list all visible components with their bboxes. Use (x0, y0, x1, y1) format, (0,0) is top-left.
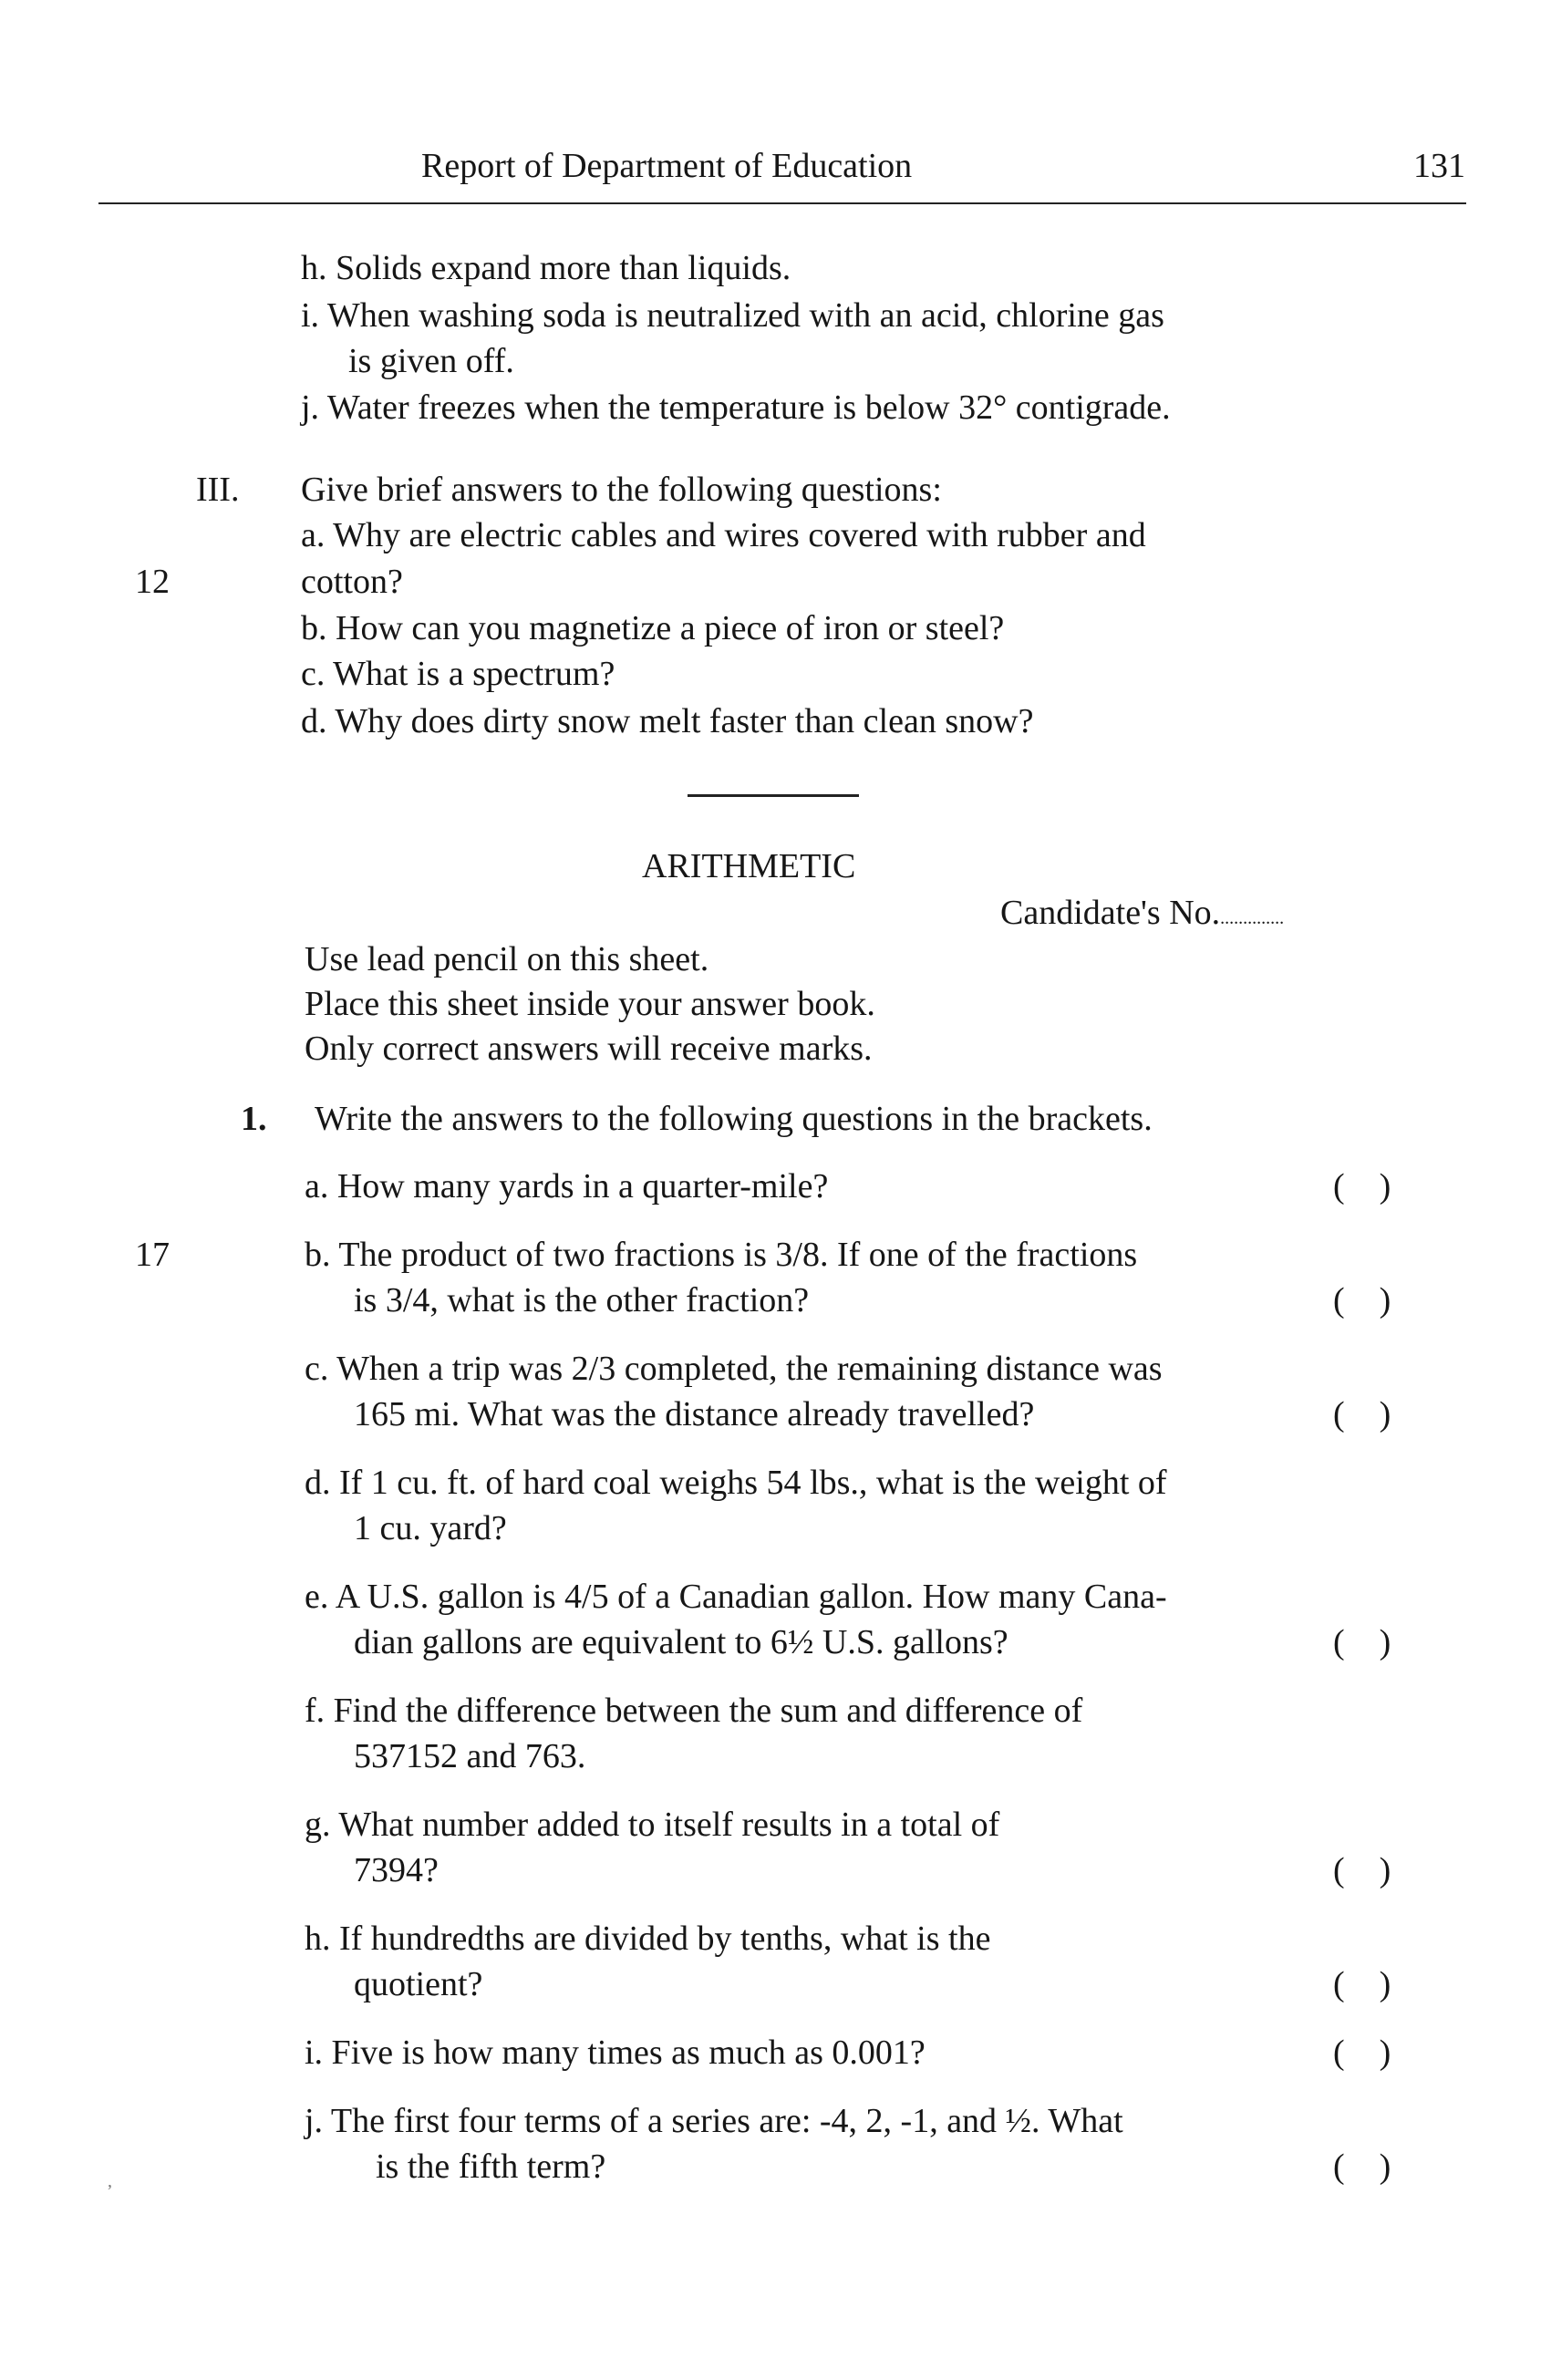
question-a-cont: cotton? (301, 563, 403, 601)
answer-bracket-h: ( ) (1333, 1965, 1391, 2003)
section-numeral: III. (196, 471, 240, 509)
science-item-j: j. Water freezes when the temperature is below 32° contigrade. (301, 388, 1171, 427)
science-item-i-cont: is given off. (348, 342, 514, 380)
arithmetic-title: ARITHMETIC (642, 847, 856, 885)
answer-bracket-e: ( ) (1333, 1623, 1391, 1661)
arith-q-d: d. If 1 cu. ft. of hard coal weighs 54 lbs., what is the weight of (305, 1464, 1167, 1502)
arith-q-h-cont: quotient? (354, 1965, 483, 2003)
science-item-i: i. When washing soda is neutralized with an acid, chlorine gas (301, 296, 1164, 335)
question-d: d. Why does dirty snow melt faster than clean snow? (301, 702, 1034, 740)
instruction-2: Place this sheet inside your answer book. (305, 985, 875, 1023)
arith-q-g: g. What number added to itself results in a total of (305, 1806, 1000, 1844)
arith-q-c-cont: 165 mi. What was the distance already travelled? (354, 1395, 1035, 1433)
candidate-dots: .............. (1220, 908, 1285, 928)
question-1-number: 1. (241, 1100, 267, 1138)
running-header-title: Report of Department of Education (421, 147, 913, 185)
arith-q-d-cont: 1 cu. yard? (354, 1509, 507, 1547)
section-divider (688, 794, 859, 797)
answer-bracket-c: ( ) (1333, 1395, 1391, 1433)
page-number: 131 (1413, 147, 1465, 185)
answer-bracket-b: ( ) (1333, 1281, 1391, 1319)
answer-bracket-g: ( ) (1333, 1851, 1391, 1889)
question-b: b. How can you magnetize a piece of iron or steel? (301, 609, 1005, 647)
scan-speck: ’ (107, 2181, 113, 2201)
arith-q-j-cont: is the fifth term? (376, 2147, 606, 2186)
section-marks: 12 (135, 563, 170, 601)
arith-q-h: h. If hundredths are divided by tenths, what is the (305, 1920, 991, 1958)
instruction-3: Only correct answers will receive marks. (305, 1030, 873, 1068)
arith-q-e-cont: dian gallons are equivalent to 6½ U.S. gallons? (354, 1623, 1008, 1661)
question-c: c. What is a spectrum? (301, 655, 615, 693)
candidate-number-field (1000, 891, 1284, 940)
arith-q-i: i. Five is how many times as much as 0.001? (305, 2033, 926, 2072)
arith-q-b-cont: is 3/4, what is the other fraction? (354, 1281, 810, 1319)
candidate-label: Candidate's No. (1000, 894, 1221, 932)
question-1-text: Write the answers to the following questions in the brackets. (315, 1100, 1153, 1138)
arith-q-e: e. A U.S. gallon is 4/5 of a Canadian gallon. How many Cana- (305, 1578, 1167, 1616)
arith-q-b: b. The product of two fractions is 3/8. If one of the fractions (305, 1236, 1138, 1274)
section-heading: Give brief answers to the following questions: (301, 471, 942, 509)
question-a: a. Why are electric cables and wires covered with rubber and (301, 516, 1146, 554)
instruction-1: Use lead pencil on this sheet. (305, 940, 709, 978)
answer-bracket-i: ( ) (1333, 2033, 1391, 2072)
arith-q-j: j. The first four terms of a series are: -4, 2, -1, and ½. What (305, 2102, 1123, 2140)
arith-q-c: c. When a trip was 2/3 completed, the remaining distance was (305, 1350, 1163, 1388)
header-rule (98, 202, 1466, 204)
science-item-h: h. Solids expand more than liquids. (301, 249, 791, 287)
answer-bracket-a: ( ) (1333, 1167, 1391, 1206)
arith-q-g-cont: 7394? (354, 1851, 439, 1889)
arithmetic-marks: 17 (135, 1236, 170, 1274)
arith-q-f: f. Find the difference between the sum and difference of (305, 1692, 1083, 1730)
answer-bracket-j: ( ) (1333, 2147, 1391, 2186)
arith-q-f-cont: 537152 and 763. (354, 1737, 586, 1775)
arith-q-a: a. How many yards in a quarter-mile? (305, 1167, 829, 1206)
